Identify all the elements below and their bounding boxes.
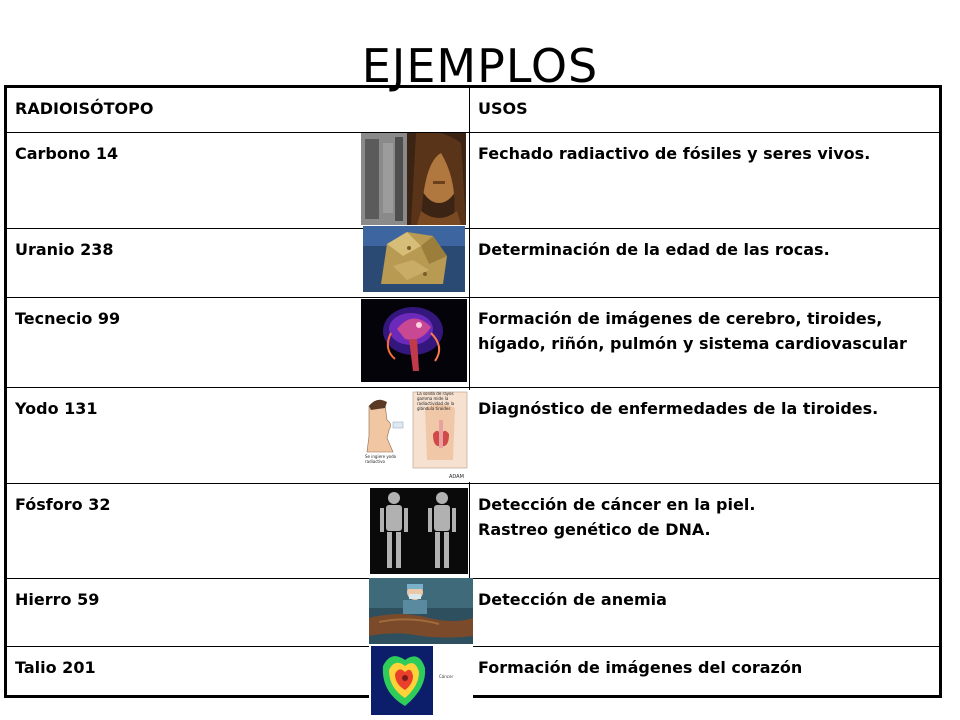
table-row xyxy=(6,388,941,484)
header-radioisotope: RADIOISÓTOPO xyxy=(15,99,154,118)
mummy-image xyxy=(369,578,473,644)
table-header-row xyxy=(6,87,941,133)
isotope-name: Hierro 59 xyxy=(15,590,100,609)
isotope-name: Yodo 131 xyxy=(15,399,98,418)
isotope-name: Fósforo 32 xyxy=(15,495,111,514)
table-row xyxy=(6,133,941,229)
use-line: Formación de imágenes de cerebro, tiroides, xyxy=(478,309,883,328)
page-title: EJEMPLOS xyxy=(361,39,599,93)
isotope-name: Tecnecio 99 xyxy=(15,309,121,328)
use-line: Diagnóstico de enfermedades de la tiroides. xyxy=(478,399,879,418)
table-row xyxy=(6,579,941,647)
thyroid-caption-left: Se ingiere yodo radiactivo xyxy=(365,454,397,464)
table-row xyxy=(6,484,941,579)
heart-scan-image xyxy=(369,644,473,717)
use-line: Fechado radiactivo de fósiles y seres vivos. xyxy=(478,144,871,163)
table-row xyxy=(6,647,941,697)
rock-image xyxy=(363,226,465,292)
use-line: Rastreo genético de DNA. xyxy=(478,520,711,539)
shroud-image xyxy=(361,133,466,225)
isotopes-table xyxy=(4,85,942,698)
use-line: hígado, riñón, pulmón y sistema cardiovascular xyxy=(478,334,907,353)
isotope-name: Carbono 14 xyxy=(15,144,119,163)
heart-caption: Cáncer xyxy=(439,674,454,679)
use-line: Detección de anemia xyxy=(478,590,667,609)
table-row xyxy=(6,229,941,298)
isotope-name: Talio 201 xyxy=(15,658,96,677)
use-line: Detección de cáncer en la piel. xyxy=(478,495,756,514)
header-uses: USOS xyxy=(478,99,528,118)
table-row xyxy=(6,298,941,388)
bone-scan-image xyxy=(370,488,468,574)
brain-scan-image xyxy=(361,299,467,382)
isotope-name: Uranio 238 xyxy=(15,240,114,259)
use-line: Formación de imágenes del corazón xyxy=(478,658,803,677)
thyroid-caption-top: La sonda de rayos gamma mide la radiactividad de la glándula tiroides xyxy=(417,391,455,411)
thyroid-illustration xyxy=(363,390,471,482)
use-line: Determinación de la edad de las rocas. xyxy=(478,240,830,259)
adam-credit: ADAM xyxy=(449,474,464,480)
